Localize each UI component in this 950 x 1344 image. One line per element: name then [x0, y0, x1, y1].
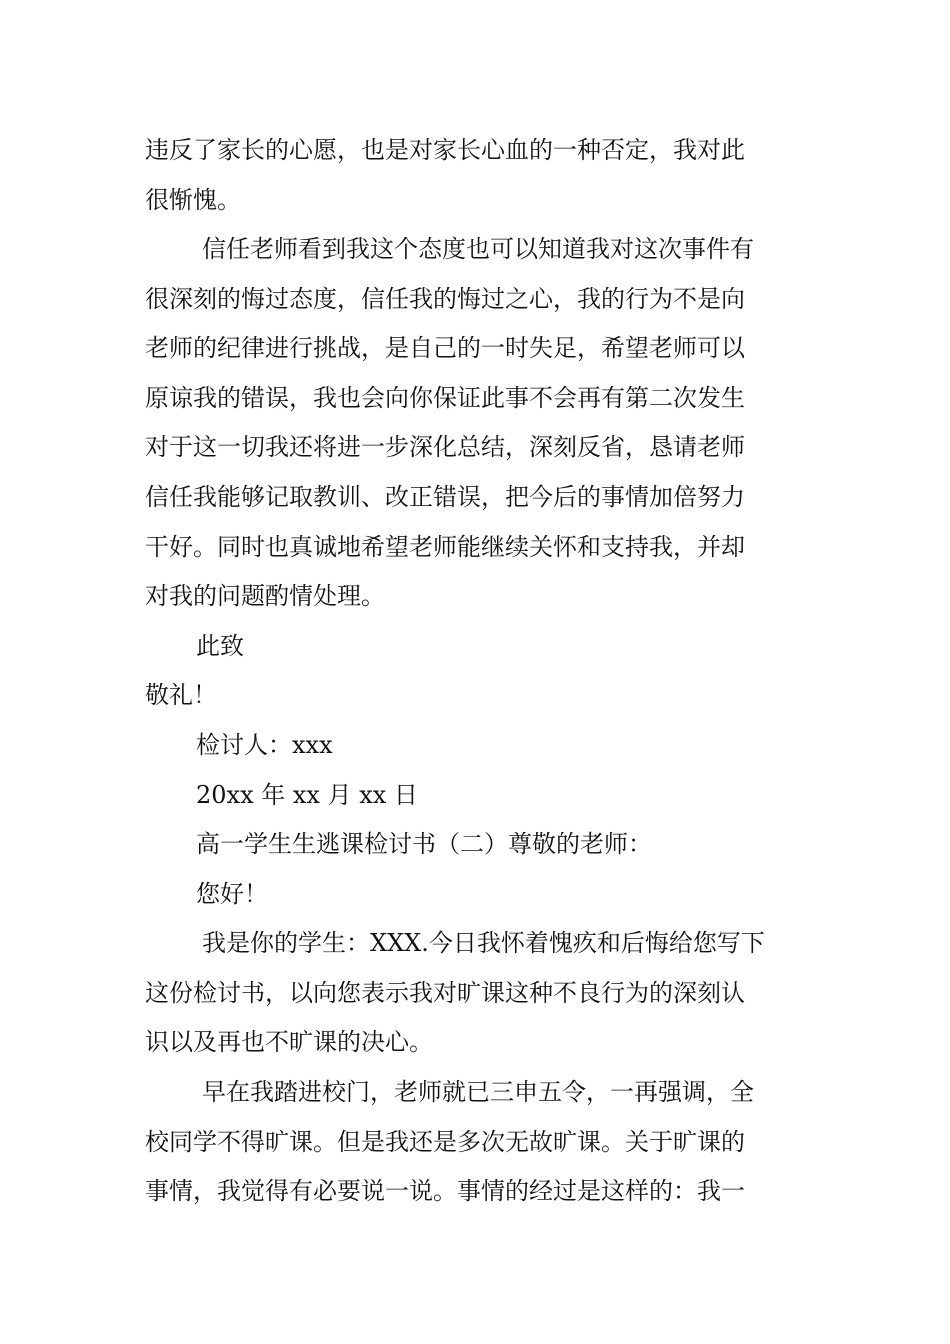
closing-regards: 敬礼！: [145, 681, 217, 709]
closing-salutation: 此致: [196, 632, 244, 660]
text-line: 很深刻的悔过态度，信任我的悔过之心，我的行为不是向: [145, 285, 745, 313]
text-line: 原谅我的错误，我也会向你保证此事不会再有第二次发生: [145, 384, 745, 412]
text-line: 信任老师看到我这个态度也可以知道我对这次事件有: [202, 235, 754, 263]
text-line: 校同学不得旷课。但是我还是多次无故旷课。关于旷课的: [145, 1128, 745, 1156]
text-line: 干好。同时也真诚地希望老师能继续关怀和支持我，并却: [145, 533, 745, 561]
text-line: 违反了家长的心愿，也是对家长心血的一种否定，我对此: [145, 136, 745, 164]
greeting: 您好！: [196, 880, 268, 908]
text-line: 对于这一切我还将进一步深化总结，深刻反省，恳请老师: [145, 433, 745, 461]
text-line: 对我的问题酌情处理。: [145, 582, 385, 610]
text-line: 老师的纪律进行挑战，是自己的一时失足，希望老师可以: [145, 334, 745, 362]
signature-date: 20xx 年 xx 月 xx 日: [196, 781, 418, 809]
text-line: 很惭愧。: [145, 186, 241, 214]
text-line: 事情，我觉得有必要说一说。事情的经过是这样的：我一: [145, 1177, 745, 1205]
text-line: 我是你的学生：XXX.今日我怀着愧疚和后悔给您写下: [202, 929, 765, 957]
section-heading: 高一学生生逃课检讨书（二）尊敬的老师：: [196, 830, 652, 858]
text-line: 信任我能够记取教训、改正错误，把今后的事情加倍努力: [145, 483, 745, 511]
signature-name: 检讨人：xxx: [196, 731, 333, 759]
text-line: 早在我踏进校门，老师就已三申五令，一再强调，全: [202, 1078, 754, 1106]
text-line: 这份检讨书，以向您表示我对旷课这种不良行为的深刻认: [145, 979, 745, 1007]
text-line: 识以及再也不旷课的决心。: [145, 1028, 433, 1056]
